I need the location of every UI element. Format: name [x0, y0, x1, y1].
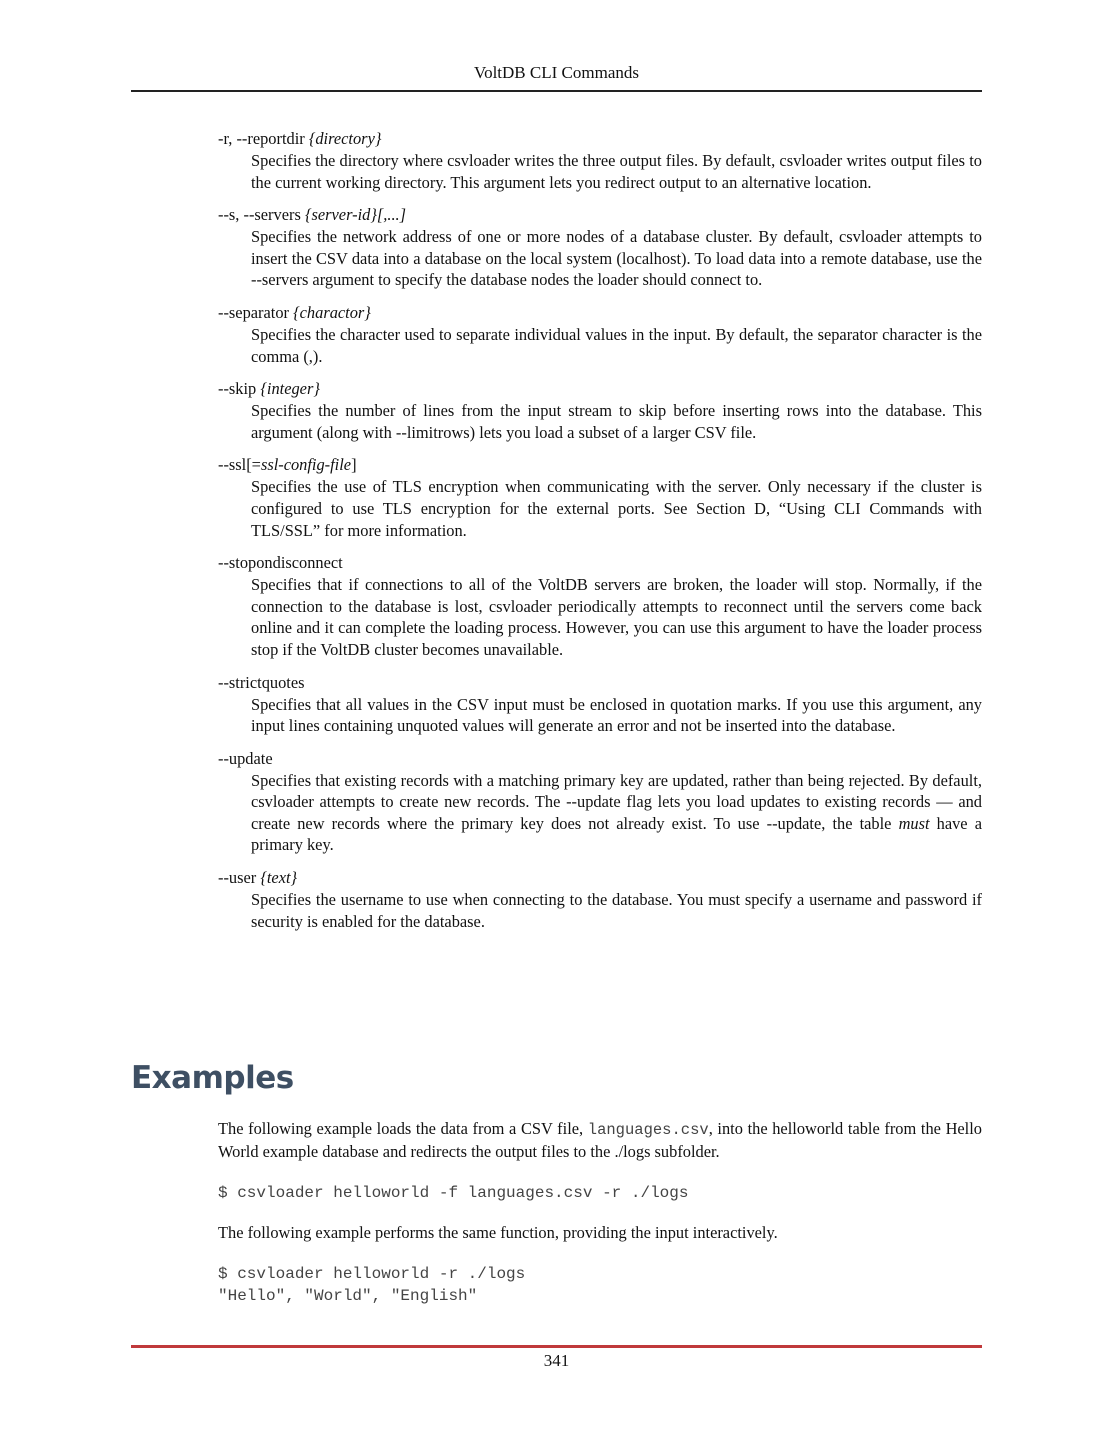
option-description: Specifies the character used to separate individual values in the input. By default, the separator character is the comma (,).: [251, 324, 982, 366]
option-description-emphasis: must: [898, 813, 930, 833]
option-flag: --s, --servers: [218, 205, 305, 225]
inline-filename: languages.csv: [587, 1121, 709, 1139]
example-paragraph: [218, 1118, 982, 1163]
option-flag: -r, --reportdir: [218, 129, 309, 148]
section-title-examples: Examples: [131, 1060, 294, 1096]
option-flag: --user: [218, 868, 261, 888]
option-flag: --update: [218, 748, 273, 768]
option-term: [218, 128, 982, 150]
option-flag: --separator: [218, 302, 294, 322]
code-line: "Hello", "World", "English": [218, 1287, 478, 1305]
option-description: Specifies the number of lines from the input stream to skip before inserting rows into the database. This argument (along with --limitrows) lets you load a subset of a larger CSV file.: [251, 401, 982, 442]
paragraph-text: , into the helloworld table from the Hello World example database and redirects the output files to the ./logs subfolder.: [218, 1119, 982, 1161]
option-update: [218, 748, 982, 856]
option-flag: --stopondisconnect: [218, 553, 343, 573]
paragraph-text: The following example loads the data from a CSV file,: [218, 1119, 588, 1138]
option-description: Specifies that all values in the CSV input must be enclosed in quotation marks. If you use this argument, any input lines containing unquoted values will generate an error and not be inserted into the database.: [251, 694, 982, 736]
code-block: $ csvloader helloworld -f languages.csv -r ./logs: [218, 1184, 689, 1202]
option-term: [218, 302, 982, 324]
code-line: $ csvloader helloworld -r ./logs: [218, 1265, 526, 1283]
option-term: [218, 867, 982, 889]
option-description-text: Specifies that existing records with a matching primary key are updated, rather than being rejected. By default, csvloader attempts to create new records. The --update flag lets you load updates to existing records — and create new records where the primary key does not already exist. To use --update, the table: [251, 770, 982, 833]
option-arg: {charactor}: [293, 302, 371, 322]
option-servers: [218, 204, 982, 291]
option-list: [218, 128, 982, 943]
option-flag: --strictquotes: [218, 672, 305, 692]
option-description: Specifies the network address of one or more nodes of a database cluster. By default, csvloader attempts to insert the CSV data into a database on the local system (localhost). To load data into a remote database, use the --servers argument to specify the database nodes the loader should connect to.: [251, 227, 982, 290]
running-header: VoltDB CLI Commands: [474, 63, 639, 82]
option-arg: ssl-config-file: [260, 455, 352, 475]
code-block: [218, 1263, 982, 1307]
option-description: Specifies the use of TLS encryption when communicating with the server. Only necessary if the cluster is configured to use TLS encryption for the external ports. See Section D, “Using CLI Commands with TLS/SSL” for more information.: [251, 477, 982, 540]
example-paragraph: The following example performs the same function, providing the input interactively.: [218, 1223, 778, 1242]
option-description: Specifies that if connections to all of the VoltDB servers are broken, the loader will stop. Normally, if the connection to the database is lost, csvloader periodically attempts to reconnect until the servers come back online and it can complete the loading process. However, you can use this argument to have the loader process stop if the VoltDB cluster becomes unavailable.: [251, 575, 982, 659]
option-term: [218, 454, 982, 476]
page-number: 341: [543, 1351, 570, 1370]
option-user: [218, 867, 982, 932]
option-term: [218, 378, 982, 400]
option-ssl: [218, 454, 982, 541]
examples-section: [218, 1118, 982, 1325]
option-description: Specifies the directory where csvloader writes the three output files. By default, csvloader writes output files to the current working directory. This argument lets you redirect output to an alternative location.: [251, 151, 982, 192]
header-rule: [131, 90, 982, 92]
option-reportdir: [218, 128, 982, 193]
option-strictquotes: [218, 672, 982, 737]
option-arg: {integer}: [260, 379, 320, 399]
option-description: Specifies the username to use when connecting to the database. You must specify a username and password if security is enabled for the database.: [251, 890, 982, 931]
option-term: [218, 672, 982, 694]
option-description: [251, 770, 982, 856]
option-stopondisconnect: [218, 552, 982, 660]
option-separator: [218, 302, 982, 367]
option-skip: [218, 378, 982, 443]
option-flag-end: ]: [351, 455, 357, 475]
option-term: [218, 204, 982, 226]
footer-rule: [131, 1345, 982, 1348]
option-arg: {server-id}[,...]: [304, 205, 407, 225]
option-arg: {directory}: [308, 129, 382, 148]
option-flag: --skip: [218, 379, 261, 399]
option-arg: {text}: [260, 868, 298, 888]
option-term: [218, 552, 982, 574]
option-term: [218, 748, 982, 770]
option-description-text: have a primary key.: [251, 813, 982, 855]
option-flag: --ssl[=: [218, 455, 261, 475]
